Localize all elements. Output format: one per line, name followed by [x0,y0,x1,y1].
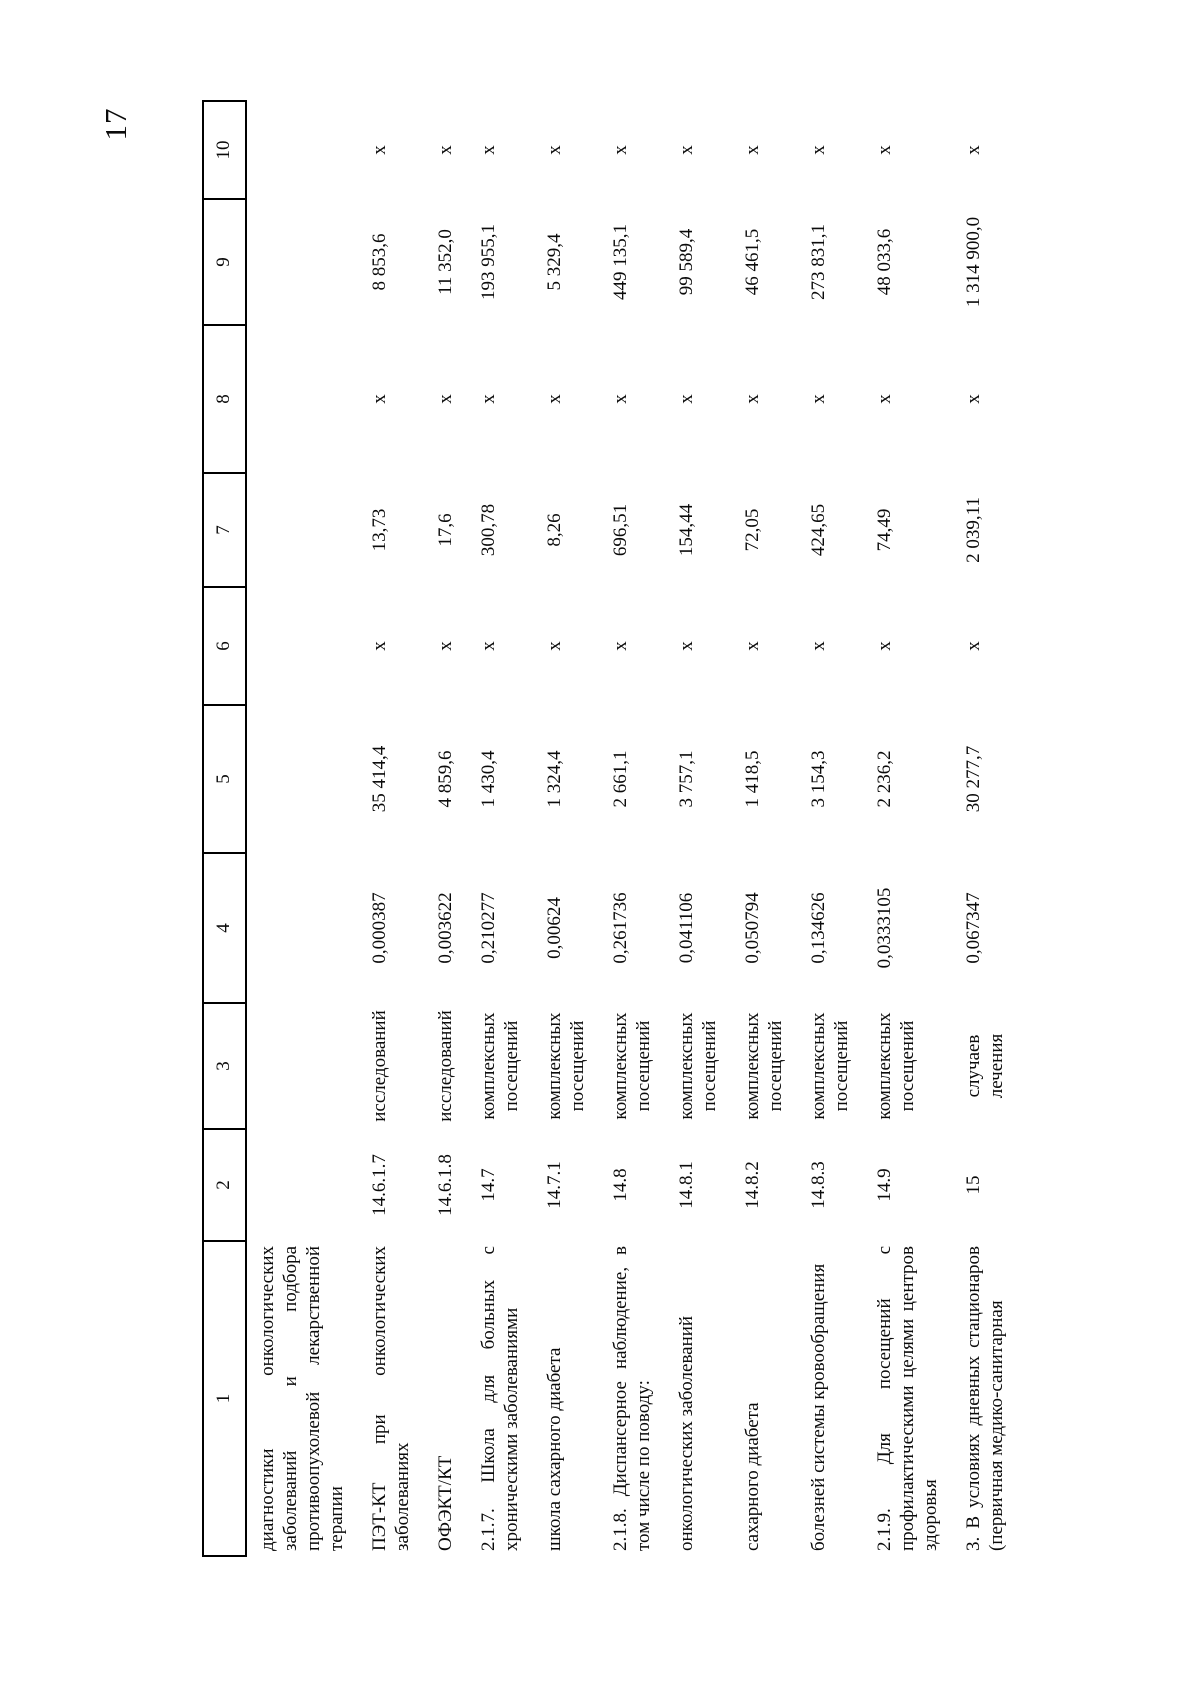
x-mark-cell: х [610,394,631,404]
total-value-cell [246,199,359,325]
rotated-table-region [202,102,1200,1551]
unit-cell: случаев лечения [963,1033,1007,1099]
page-number: 17 [98,107,133,141]
tariff-value-cell: 2 236,2 [874,750,895,808]
total-value-cell: 11 352,0 [435,229,456,295]
x-mark-cell: х [544,641,565,651]
x-mark-cell: х [874,145,895,155]
service-name-cell: сахарного диабета [742,1402,763,1551]
column-numbers-row [203,101,246,1556]
column-header: 7 [203,473,246,587]
volume-norm-cell: 0,000387 [369,892,390,964]
unit-cell [246,1003,359,1129]
code-cell: 14.8.1 [676,1161,697,1209]
per-capita-value-cell: 72,05 [742,508,763,552]
code-cell [246,1129,359,1241]
unit-cell: исследований [435,1010,456,1122]
column-header: 8 [203,325,246,473]
tariff-value-cell: 4 859,6 [435,750,456,808]
x-mark-cell: х [610,641,631,651]
x-mark-cell: х [544,394,565,404]
code-cell: 14.8 [610,1168,631,1202]
service-name-cell: ПЭТ-КТ при онкологических заболеваниях [369,1246,413,1551]
x-mark-cell [246,101,359,199]
x-mark-cell: х [369,145,390,155]
per-capita-value-cell: 74,49 [874,508,895,552]
volume-norm-cell: 0,041106 [676,892,697,964]
column-header: 1 [203,1241,246,1556]
per-capita-value-cell: 154,44 [676,503,697,557]
x-mark-cell: х [435,394,456,404]
x-mark-cell: х [676,145,697,155]
tariff-value-cell: 30 277,7 [963,745,984,813]
code-cell: 14.8.3 [808,1161,829,1209]
unit-cell: комплексных посещений [742,1012,786,1120]
x-mark-cell: х [742,145,763,155]
per-capita-value-cell: 424,65 [808,503,829,557]
code-cell: 15 [963,1175,984,1195]
x-mark-cell: х [963,641,984,651]
tariff-value-cell: 1 418,5 [742,750,763,808]
x-mark-cell: х [369,394,390,404]
x-mark-cell: х [369,641,390,651]
per-capita-value-cell: 300,78 [478,503,499,557]
column-header: 4 [203,853,246,1003]
unit-cell: комплексных посещений [874,1012,918,1120]
landscape-canvas [202,102,1019,1557]
table-header-row [203,101,246,1556]
service-name-cell: диагностики онкологических заболеваний и подбора противоопухолевой лекарственной терапии [257,1246,347,1551]
table-row [798,101,864,1556]
tariff-value-cell: 1 324,4 [544,750,565,808]
table-row [425,101,468,1556]
column-header: 3 [203,1003,246,1129]
per-capita-value-cell: 17,6 [435,513,456,547]
x-mark-cell: х [963,394,984,404]
tariff-value-cell: 2 661,1 [610,750,631,808]
tariff-value-cell: 1 430,4 [478,750,499,808]
x-mark-cell: х [676,641,697,651]
table-row [359,101,425,1556]
total-value-cell: 5 329,4 [544,233,565,291]
x-mark-cell: х [478,394,499,404]
column-header: 6 [203,587,246,705]
per-capita-value-cell: 13,73 [369,508,390,552]
table-row [732,101,798,1556]
volume-norm-cell: 0,0333105 [874,887,895,969]
table-row [246,101,359,1556]
volume-norm-cell: 0,003622 [435,892,456,964]
volume-norm-cell [246,853,359,1003]
total-value-cell: 1 314 900,0 [963,216,984,308]
service-name-cell: ОФЭКТ/КТ [435,1455,456,1551]
tariff-value-cell [246,705,359,853]
x-mark-cell: х [610,145,631,155]
unit-cell: комплексных посещений [610,1012,654,1120]
volume-norm-cell: 0,050794 [742,892,763,964]
service-name-cell: 2.1.8. Диспансерное наблюдение, в том числе по поводу: [610,1246,654,1551]
column-header: 2 [203,1129,246,1241]
unit-cell: комплексных посещений [676,1012,720,1120]
x-mark-cell: х [435,641,456,651]
table-row [864,101,953,1556]
volume-norm-cell: 0,00624 [544,897,565,959]
column-header: 9 [203,199,246,325]
total-value-cell: 48 033,6 [874,228,895,296]
x-mark-cell: х [808,145,829,155]
table-row [953,101,1019,1556]
service-name-cell: 2.1.9. Для посещений с профилактическими целями центров здоровья [874,1246,941,1551]
per-capita-value-cell: 2 039,11 [963,497,984,563]
total-value-cell: 99 589,4 [676,228,697,296]
total-value-cell: 8 853,6 [369,233,390,291]
x-mark-cell [246,325,359,473]
x-mark-cell: х [435,145,456,155]
service-name-cell: болезней системы кровообращения [808,1263,829,1551]
volume-norm-cell: 0,210277 [478,892,499,964]
x-mark-cell: х [544,145,565,155]
code-cell: 14.9 [874,1168,895,1202]
x-mark-cell: х [874,394,895,404]
unit-cell: исследований [369,1010,390,1122]
code-cell: 14.6.1.7 [369,1154,390,1216]
table-body [246,101,1019,1556]
per-capita-value-cell [246,473,359,587]
code-cell: 14.7.1 [544,1161,565,1209]
total-value-cell: 273 831,1 [808,224,829,300]
table-row [468,101,534,1556]
volume-norm-cell: 0,134626 [808,892,829,964]
x-mark-cell: х [478,145,499,155]
x-mark-cell: х [676,394,697,404]
volume-norm-cell: 0,261736 [610,892,631,964]
code-cell: 14.6.1.8 [435,1154,456,1216]
table-row [600,101,666,1556]
unit-cell: комплексных посещений [478,1012,522,1120]
total-value-cell: 449 135,1 [610,224,631,300]
x-mark-cell: х [808,394,829,404]
service-name-cell: онкологических заболеваний [676,1315,697,1551]
x-mark-cell: х [478,641,499,651]
tariff-value-cell: 35 414,4 [369,745,390,813]
total-value-cell: 46 461,5 [742,228,763,296]
column-header: 10 [203,101,246,199]
volume-norm-cell: 0,067347 [963,892,984,964]
tariff-table [202,100,1019,1557]
per-capita-value-cell: 8,26 [544,513,565,547]
unit-cell: комплексных посещений [808,1012,852,1120]
x-mark-cell [246,587,359,705]
x-mark-cell: х [874,641,895,651]
table-row [534,101,600,1556]
x-mark-cell: х [742,394,763,404]
table-row [666,101,732,1556]
x-mark-cell: х [742,641,763,651]
tariff-value-cell: 3 757,1 [676,750,697,808]
column-header: 5 [203,705,246,853]
service-name-cell: 3. В условиях дневных стационаров (первичная медико-санитарная [963,1246,1007,1551]
per-capita-value-cell: 696,51 [610,503,631,557]
code-cell: 14.8.2 [742,1161,763,1209]
code-cell: 14.7 [478,1168,499,1202]
x-mark-cell: х [963,145,984,155]
x-mark-cell: х [808,641,829,651]
tariff-value-cell: 3 154,3 [808,750,829,808]
service-name-cell: школа сахарного диабета [544,1347,565,1551]
total-value-cell: 193 955,1 [478,224,499,300]
service-name-cell: 2.1.7. Школа для больных с хроническими заболеваниями [478,1246,522,1551]
unit-cell: комплексных посещений [544,1012,588,1120]
